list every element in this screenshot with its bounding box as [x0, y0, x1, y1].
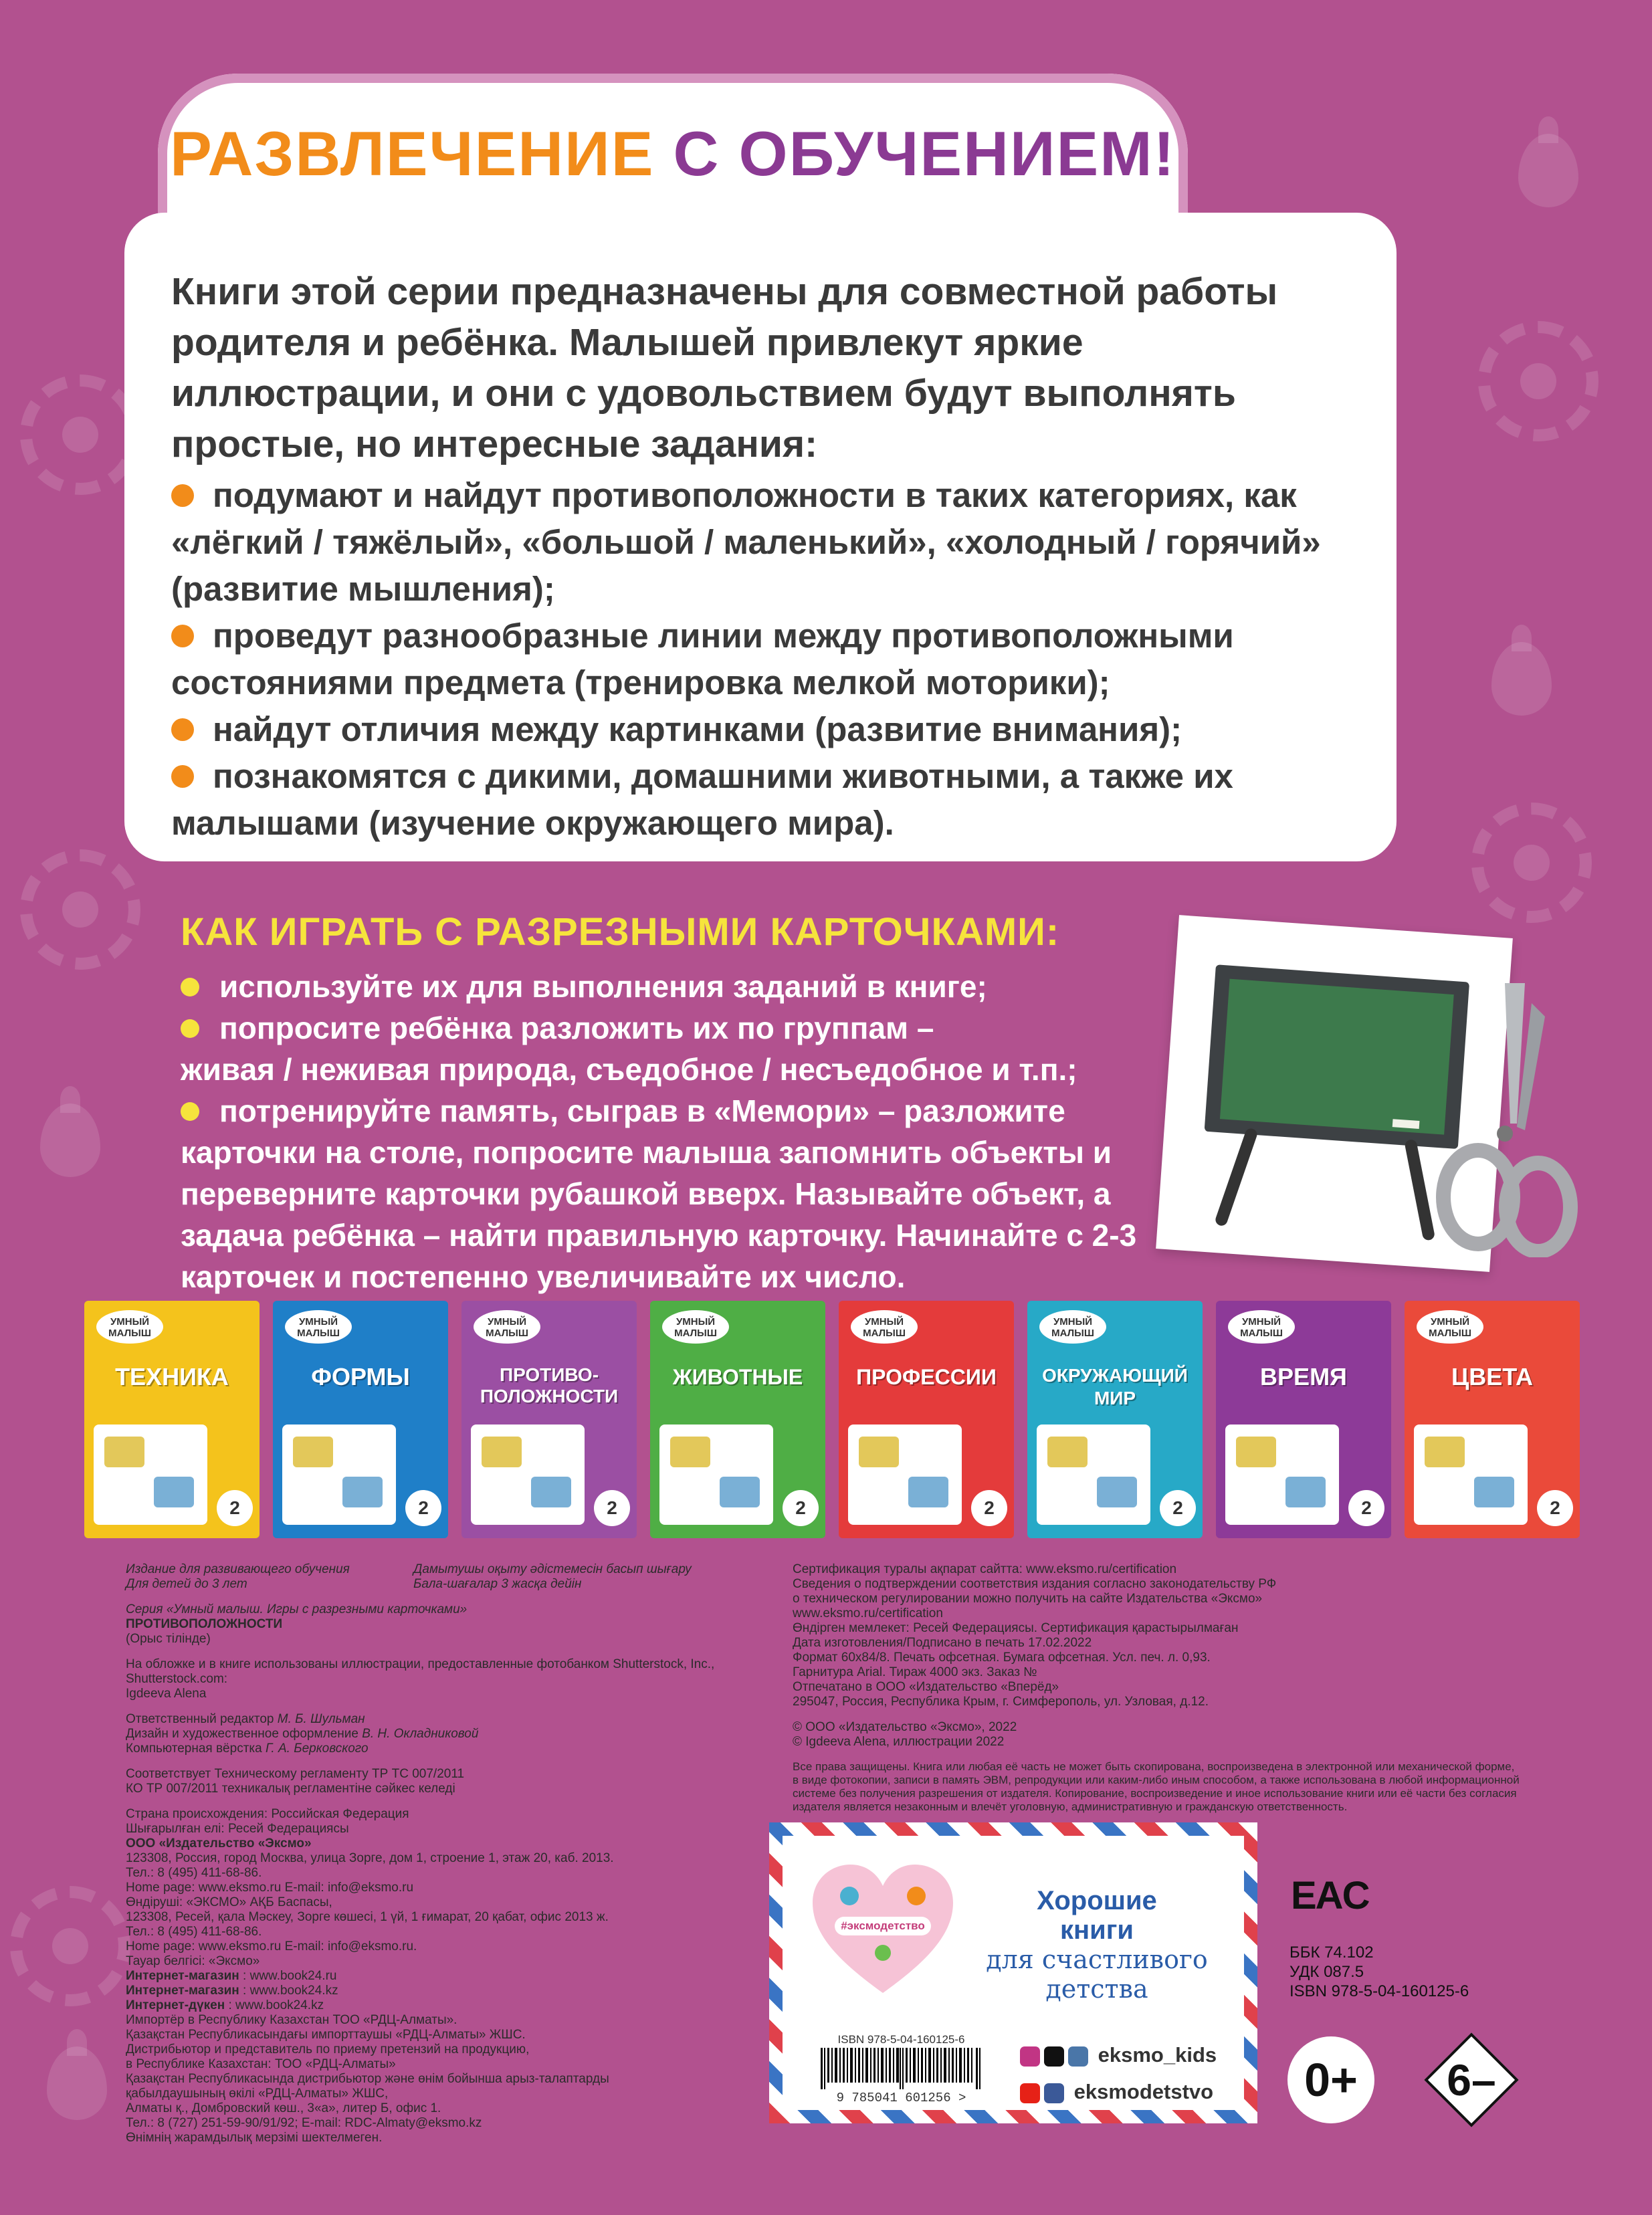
imprint-line: Тауар белгісі: «Эксмо» — [126, 1954, 260, 1968]
imprint-line: 295047, Россия, Республика Крым, г. Симферополь, ул. Узловая, д.12. — [793, 1695, 1209, 1709]
imprint-line: Shutterstock.com: — [126, 1672, 228, 1686]
imprint-line: Страна происхождения: Российская Федерация — [126, 1807, 409, 1821]
imprint-value: : www.book24.kz — [243, 1984, 338, 1998]
book-cover-professii — [839, 1301, 1014, 1538]
slogan-line: детства — [1045, 1974, 1148, 2004]
book-cover-tsveta — [1405, 1301, 1580, 1538]
book-cards-illustration — [1225, 1425, 1339, 1525]
facebook-icon — [1044, 2083, 1064, 2103]
imprint-line: КО ТР 007/2011 техникалық регламентіне сәйкес келеді — [126, 1782, 455, 1796]
book-cards-illustration — [282, 1425, 396, 1525]
imprint-line: Сертификация туралы ақпарат сайтта: www.eksmo.ru/certification — [793, 1562, 1177, 1576]
bbk-code: ББК 74.102 — [1289, 1943, 1374, 1962]
imprint-line: На обложке и в книге использованы иллюстрации, предоставленные фотобанком Shutterstock, Inc., — [126, 1657, 715, 1671]
age-badge: 2 — [1160, 1490, 1196, 1526]
isbn-code: ISBN 978-5-04-160125-6 — [1289, 1982, 1469, 2000]
udk-code: УДК 087.5 — [1289, 1963, 1364, 1981]
slogan-line: для счастливого — [986, 1945, 1208, 1974]
book-cards-illustration — [471, 1425, 585, 1525]
flower-icon — [20, 849, 140, 970]
bullet-dot-icon — [171, 484, 194, 507]
imprint-line: Отпечатано в ООО «Издательство «Вперёд» — [793, 1680, 1059, 1694]
series-badge: УМНЫЙ МАЛЫШ — [96, 1310, 163, 1344]
youtube-icon — [1020, 2083, 1040, 2103]
book-cover-formy — [273, 1301, 448, 1538]
imprint-line: www.eksmo.ru/certification — [793, 1606, 943, 1620]
imprint-line: 123308, Ресей, қала Мәскеу, Зорге көшесі, 1 үй, 1 ғимарат, 20 қабат, офис 2013 ж. — [126, 1910, 609, 1924]
book-title: ЦВЕТА — [1451, 1363, 1534, 1390]
imprint-line: о техническом регулировании можно получить на сайте Издательства «Эксмо» — [793, 1592, 1263, 1606]
book-title: ТЕХНИКА — [115, 1363, 229, 1390]
instagram-icon — [1020, 2046, 1040, 2067]
imprint-line: Тел.: 8 (495) 411-68-86. — [126, 1925, 262, 1939]
imprint-line: Өндіруші: «ЭКСМО» АҚБ Баспасы, — [126, 1895, 332, 1909]
imprint-line: қабылдаушының өкілі «РДЦ-Алматы» ЖШС, — [126, 2087, 389, 2101]
howto-list — [181, 966, 1170, 1297]
imprint-label: Интернет-магазин — [126, 1969, 239, 1983]
imprint-series: Серия «Умный малыш. Игры с разрезными карточками» — [126, 1602, 468, 1616]
drop-icon — [47, 2046, 107, 2120]
age-badge: 2 — [971, 1490, 1007, 1526]
imprint-value: : www.book24.kz — [228, 1998, 324, 2012]
imprint-value: В. Н. Окладниковой — [362, 1727, 479, 1741]
bullet-dot-icon — [181, 1019, 199, 1038]
book-cover-vremya — [1216, 1301, 1391, 1538]
imprint-line: © ООО «Издательство «Эксмо», 2022 — [793, 1720, 1017, 1734]
list-item: потренируйте память, сыграв в «Мемори» – разложите карточки на столе, попросите малыша запомнить объекты и переверните карточки рубашкой вверх. Называйте объект, а задача ребёнка – найти правильную карточку. Начинайте с 2-3 карточек и постепенно увеличивайте их число. — [181, 1093, 1137, 1294]
classification-codes — [1289, 1943, 1469, 2001]
barcode — [806, 2033, 997, 2107]
age-badge: 2 — [1537, 1490, 1573, 1526]
book-title: ЖИВОТНЫЕ — [672, 1365, 803, 1389]
imprint-left — [126, 1562, 795, 2145]
bullet-dot-icon — [171, 765, 194, 788]
book-title: ПРОФЕССИИ — [856, 1365, 997, 1389]
book-cards-illustration — [94, 1425, 207, 1525]
age-rating-0plus: 0+ — [1287, 2036, 1374, 2123]
imprint-line: Тел.: 8 (727) 251-59-90/91/92; E-mail: RDC-Almaty@eksmo.kz — [126, 2116, 482, 2130]
book-cover-technika — [84, 1301, 260, 1538]
age-badge: 2 — [594, 1490, 630, 1526]
page-title — [158, 118, 1188, 190]
imprint-title: ПРОТИВОПОЛОЖНОСТИ — [126, 1617, 283, 1631]
imprint-line: Қазақстан Республикасындағы импорттаушы «РДЦ-Алматы» ЖШС. — [126, 2028, 526, 2042]
series-badge: УМНЫЙ МАЛЫШ — [1228, 1310, 1295, 1344]
drop-icon — [1491, 642, 1552, 716]
book-cards-illustration — [1037, 1425, 1150, 1525]
book-cover-zhivotnye — [650, 1301, 825, 1538]
imprint-value: : www.book24.ru — [243, 1969, 337, 1983]
flower-icon — [1471, 803, 1592, 923]
imprint-line: Тел.: 8 (495) 411-68-86. — [126, 1866, 262, 1880]
slogan-line: Хорошие — [1037, 1886, 1157, 1915]
bullet-dot-icon — [181, 1102, 199, 1121]
howto-title: КАК ИГРАТЬ С РАЗРЕЗНЫМИ КАРТОЧКАМИ: — [181, 910, 1060, 954]
list-item: используйте их для выполнения заданий в книге; — [181, 966, 1170, 1007]
imprint-line: Igdeeva Alena — [126, 1687, 207, 1701]
imprint-right — [793, 1562, 1522, 1814]
book-cover-okruzhayushchiy-mir — [1027, 1301, 1203, 1538]
imprint-line: Алматы қ., Домбровский көш., 3«а», литер Б, офис 1. — [126, 2101, 441, 2115]
imprint-line: Дата изготовления/Подписано в печать 17.02.2022 — [793, 1636, 1092, 1650]
series-badge: УМНЫЙ МАЛЫШ — [285, 1310, 352, 1344]
imprint-line: в Республике Казахстан: ТОО «РДЦ-Алматы» — [126, 2057, 396, 2071]
list-item: попросите ребёнка разложить их по группам – — [181, 1007, 1170, 1049]
heading-banner — [158, 74, 1188, 234]
barcode-bars — [821, 2048, 981, 2089]
imprint-line: Для детей до 3 лет — [126, 1577, 247, 1591]
imprint-value: Г. А. Берковского — [265, 1742, 369, 1756]
book-cards-illustration — [848, 1425, 962, 1525]
imprint-label: Интернет-дүкен — [126, 1998, 225, 2012]
series-badge: УМНЫЙ МАЛЫШ — [1417, 1310, 1483, 1344]
imprint-line: Дистрибьютор и представитель по приему претензий на продукцию, — [126, 2042, 530, 2056]
list-item: познакомятся с дикими, домашними животными, а также их малышами (изучение окружающего мира). — [171, 757, 1233, 842]
imprint-line: Шығарылған елі: Ресей Федерациясы — [126, 1822, 349, 1836]
bullet-list — [171, 472, 1362, 847]
barcode-digits: 9 785041 601256 > — [836, 2091, 966, 2105]
imprint-label: Дизайн и художественное оформление — [126, 1727, 358, 1741]
bullet-dot-icon — [171, 625, 194, 647]
series-badge: УМНЫЙ МАЛЫШ — [662, 1310, 729, 1344]
imprint-line: Импортёр в Республику Казахстан ТОО «РДЦ-Алматы». — [126, 2013, 457, 2027]
age-badge: 2 — [405, 1490, 441, 1526]
imprint-line: © Igdeeva Alena, иллюстрации 2022 — [793, 1735, 1005, 1749]
imprint-label: Интернет-магазин — [126, 1984, 239, 1998]
age-rating-text: 6– — [1447, 2055, 1496, 2105]
imprint-line: Сведения о подтверждении соответствия издания согласно законодательству РФ — [793, 1577, 1277, 1591]
age-badge: 2 — [217, 1490, 253, 1526]
flower-icon — [10, 1886, 130, 2006]
imprint-line: Қазақстан Республикасында дистрибьютор және өнім бойынша арыз-талаптарды — [126, 2072, 609, 2086]
slogan-line: книги — [1059, 1915, 1134, 1945]
imprint-lang: (Орыс тілінде) — [126, 1632, 211, 1646]
list-item-continued: живая / неживая природа, съедобное / несъедобное и т.п.; — [181, 1052, 1077, 1087]
series-badge: УМНЫЙ МАЛЫШ — [474, 1310, 540, 1344]
title-word-1: РАЗВЛЕЧЕНИЕ — [170, 118, 655, 189]
list-item: подумают и найдут противоположности в таких категориях, как «лёгкий / тяжёлый», «большой / маленький», «холодный / горячий» (развитие мышления); — [171, 476, 1321, 608]
drop-icon — [40, 1103, 100, 1177]
imprint-label: Компьютерная вёрстка — [126, 1742, 262, 1756]
intro-paragraph: Книги этой серии предназначены для совместной работы родителя и ребёнка. Малышей привлекут яркие иллюстрации, и они с удовольствием будут выполнять простые, но интересные задания: — [171, 270, 1278, 465]
imprint-line: Формат 60x84/8. Печать офсетная. Бумага офсетная. Усл. печ. л. 0,93. — [793, 1651, 1211, 1665]
title-word-2: С ОБУЧЕНИЕМ! — [673, 118, 1176, 189]
flower-icon — [1478, 321, 1598, 441]
book-title: ОКРУЖАЮЩИЙ МИР — [1042, 1365, 1188, 1408]
series-badge: УМНЫЙ МАЛЫШ — [851, 1310, 918, 1344]
eac-mark: EAC — [1291, 1874, 1369, 1917]
book-cover-protivopolozhnosti — [461, 1301, 637, 1538]
vk-icon — [1068, 2046, 1088, 2067]
imprint-line: Гарнитура Arial. Тираж 4000 экз. Заказ № — [793, 1665, 1037, 1679]
age-badge: 2 — [783, 1490, 819, 1526]
age-rating-6minus — [1428, 2036, 1515, 2123]
age-badge: 2 — [1348, 1490, 1384, 1526]
tiktok-icon — [1044, 2046, 1064, 2067]
imprint-line: 123308, Россия, город Москва, улица Зорге, дом 1, строение 1, этаж 20, каб. 2013. — [126, 1851, 614, 1865]
imprint-line: Соответствует Техническому регламенту ТР ТС 007/2011 — [126, 1767, 465, 1781]
info-card — [124, 213, 1397, 861]
book-cards-illustration — [1414, 1425, 1528, 1525]
imprint-value: М. Б. Шульман — [277, 1712, 365, 1726]
slogan — [970, 1886, 1224, 2004]
book-title: ПРОТИВО-ПОЛОЖНОСТИ — [480, 1364, 619, 1406]
drop-icon — [1518, 134, 1578, 207]
bullet-dot-icon — [181, 978, 199, 996]
book-cards-illustration — [659, 1425, 773, 1525]
imprint-line: Home page: www.eksmo.ru E-mail: info@eksmo.ru. — [126, 1939, 417, 1954]
scissors-icon — [1431, 976, 1585, 1257]
series-books-row — [84, 1301, 1576, 1545]
barcode-isbn: ISBN 978-5-04-160125-6 — [837, 2033, 965, 2046]
imprint-line: Home page: www.eksmo.ru E-mail: info@eksmo.ru — [126, 1881, 414, 1895]
hashtag-label: #эксмодетство — [841, 1919, 925, 1932]
rights-notice: Все права защищены. Книга или любая её часть не может быть скопирована, воспроизведена в электронной или механической форме, в виде фотокопии, записи в память ЭВМ, репродукции или каким-либо иным способом, а также использована в любой информационной системе без получения разрешения от издателя. Копирование, воспроизведение и иное использование книги или её части без согласия издателя является незаконным и влечёт уголовную, административную и гражданскую ответственность. — [793, 1760, 1520, 1813]
imprint-line: Бала-шағалар 3 жасқа дейін — [413, 1577, 582, 1591]
flower-icon — [20, 375, 140, 495]
imprint-line: Өндірген мемлекет: Ресей Федерациясы. Сертификация қарастырылмаған — [793, 1621, 1239, 1635]
list-item: проведут разнообразные линии между противоположными состояниями предмета (тренировка мелкой моторики); — [171, 617, 1234, 702]
postcard-block — [769, 1822, 1257, 2123]
imprint-line: Өнімнің жарамдылық мерзімі шектелмеген. — [126, 2131, 383, 2145]
social-handle-kids: eksmo_kids — [1020, 2043, 1217, 2067]
imprint-line: Издание для развивающего обучения — [126, 1562, 350, 1576]
imprint-line: Дамытушы оқыту әдістемесін басып шығару — [413, 1562, 692, 1576]
series-badge: УМНЫЙ МАЛЫШ — [1039, 1310, 1106, 1344]
bullet-dot-icon — [171, 718, 194, 741]
imprint-label: Ответственный редактор — [126, 1712, 274, 1726]
book-title: ВРЕМЯ — [1260, 1363, 1347, 1390]
list-item: найдут отличия между картинками (развитие внимания); — [171, 706, 1362, 753]
imprint-publisher: ООО «Издательство «Эксмо» — [126, 1836, 312, 1851]
social-handle-detstvo: eksmodetstvo — [1020, 2080, 1213, 2104]
book-title: ФОРМЫ — [311, 1363, 410, 1390]
